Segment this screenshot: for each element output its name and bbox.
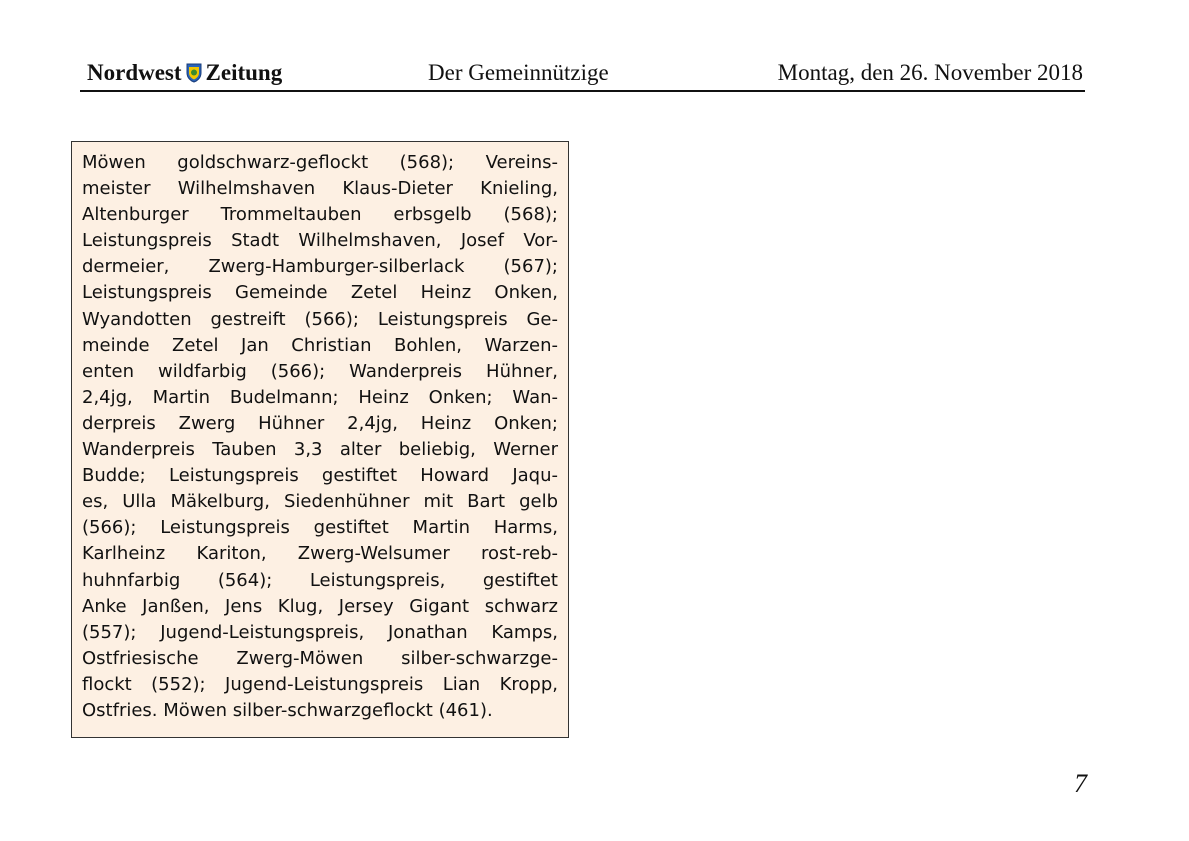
- article-line: huhnfarbig (564); Leistungspreis, gestiftet: [82, 569, 558, 591]
- article-line: Budde; Leistungspreis gestiftet Howard Jaqu-: [82, 465, 558, 487]
- newspaper-brand: [87, 60, 282, 86]
- article-line: 2,4jg, Martin Budelmann; Heinz Onken; Wan-: [82, 386, 558, 408]
- article-line: meister Wilhelmshaven Klaus-Dieter Knieling,: [82, 178, 558, 200]
- article-line: Leistungspreis Stadt Wilhelmshaven, Josef Vor-: [82, 230, 558, 252]
- article-line: enten wildfarbig (566); Wanderpreis Hühner,: [82, 360, 558, 382]
- page-number: 7: [1074, 769, 1087, 798]
- brand-name-right: Zeitung: [205, 60, 283, 85]
- article-line: Altenburger Trommeltauben erbsgelb (568);: [82, 204, 558, 226]
- article-line: (557); Jugend-Leistungspreis, Jonathan Kamps,: [82, 621, 558, 643]
- article-line: Anke Janßen, Jens Klug, Jersey Gigant schwarz: [82, 595, 558, 617]
- article-line: Leistungspreis Gemeinde Zetel Heinz Onken,: [82, 282, 558, 304]
- article-line: Karlheinz Kariton, Zwerg-Welsumer rost-reb-: [82, 543, 558, 565]
- article-box: [71, 141, 569, 738]
- article-line: meinde Zetel Jan Christian Bohlen, Warzen-: [82, 334, 558, 356]
- article-line: Ostfries. Möwen silber-schwarzgeflockt (461).: [82, 699, 493, 721]
- article-line: Wanderpreis Tauben 3,3 alter beliebig, Werner: [82, 439, 558, 461]
- article-line: Möwen goldschwarz-geflockt (568); Vereins-: [82, 152, 558, 173]
- issue-date: Montag, den 26. November 2018: [777, 60, 1083, 85]
- article-line: es, Ulla Mäkelburg, Siedenhühner mit Bart gelb: [82, 491, 558, 513]
- supplement-title: Der Gemeinnützige: [428, 60, 609, 85]
- brand-name-left: Nordwest: [87, 60, 182, 85]
- coat-of-arms-icon: [186, 63, 202, 83]
- article-line: flockt (552); Jugend-Leistungspreis Lian Kropp,: [82, 673, 558, 695]
- article-line: dermeier, Zwerg-Hamburger-silberlack (567);: [82, 256, 558, 278]
- article-line: Ostfriesische Zwerg-Möwen silber-schwarzge-: [82, 647, 558, 669]
- article-line: derpreis Zwerg Hühner 2,4jg, Heinz Onken;: [82, 412, 558, 434]
- page-header: [80, 56, 1085, 92]
- article-line: Wyandotten gestreift (566); Leistungspreis Ge-: [82, 308, 558, 330]
- article-line: (566); Leistungspreis gestiftet Martin Harms,: [82, 517, 558, 539]
